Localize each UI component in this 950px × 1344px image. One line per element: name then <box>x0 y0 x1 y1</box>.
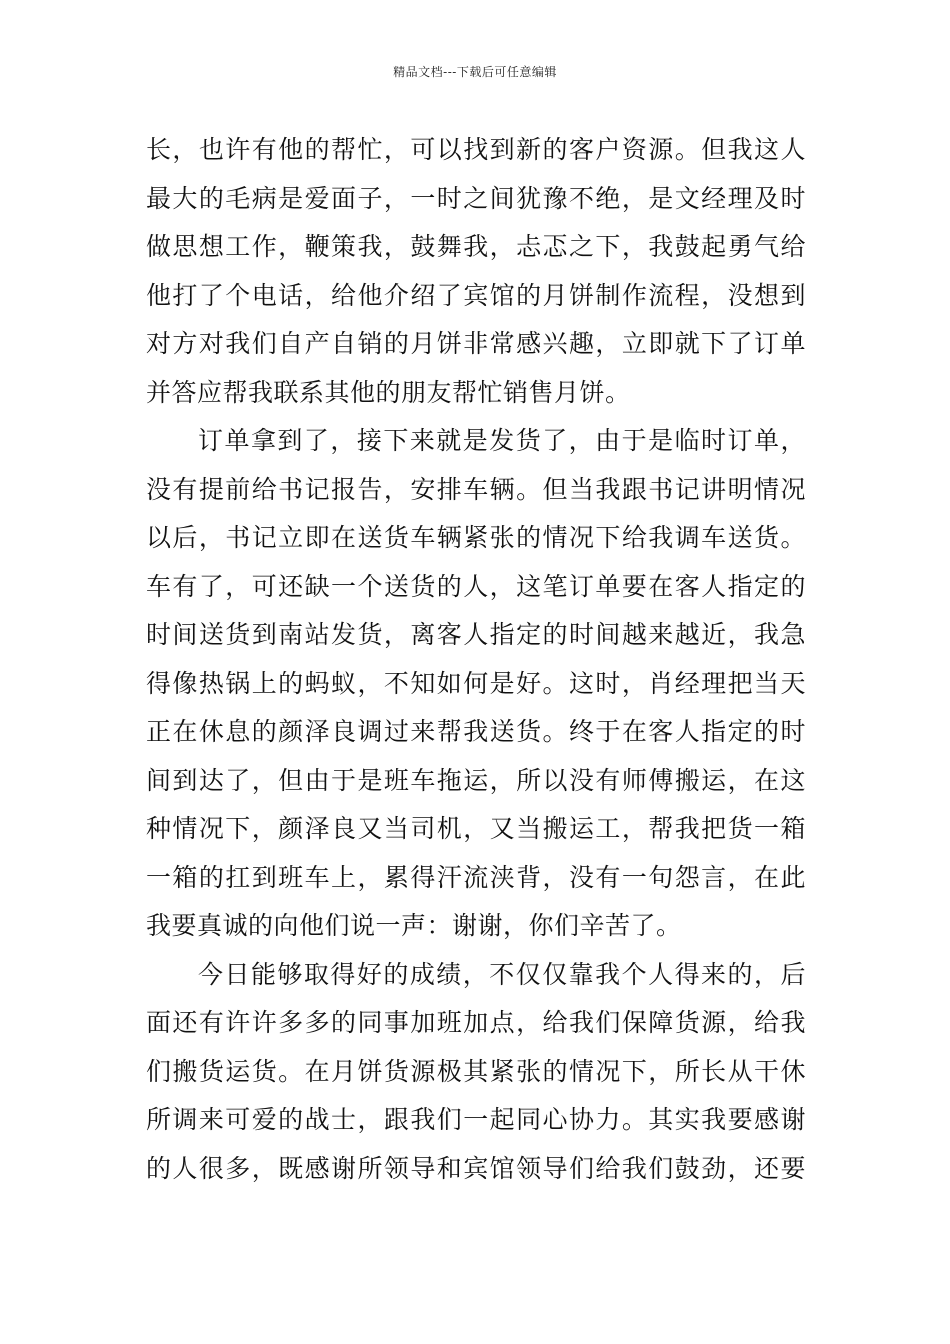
text-line: 所调来可爱的战士，跟我们一起同心协力。其实我要感谢 <box>146 1105 806 1134</box>
text-line: 种情况下，颜泽良又当司机，又当搬运工，帮我把货一箱 <box>146 814 806 843</box>
text-line: 对方对我们自产自销的月饼非常感兴趣，立即就下了订单 <box>146 329 806 358</box>
text-line: 今日能够取得好的成绩，不仅仅靠我个人得来的，后 <box>198 959 806 989</box>
text-line: 以后，书记立即在送货车辆紧张的情况下给我调车送货。 <box>146 523 806 552</box>
paragraph-3 <box>146 951 806 1194</box>
text-line: 一箱的扛到班车上，累得汗流浃背，没有一句怨言，在此 <box>146 862 806 892</box>
text-line: 间到达了，但由于是班车拖运，所以没有师傅搬运，在这 <box>146 765 806 795</box>
text-line: 他打了个电话，给他介绍了宾馆的月饼制作流程，没想到 <box>146 280 806 310</box>
text-line: 的人很多，既感谢所领导和宾馆领导们给我们鼓劲，还要 <box>146 1153 806 1183</box>
text-line: 最大的毛病是爱面子，一时之间犹豫不绝，是文经理及时 <box>146 183 806 213</box>
text-line: 车有了，可还缺一个送货的人，这笔订单要在客人指定的 <box>146 571 806 601</box>
page-header: 精品文档---下载后可任意编辑 <box>393 65 557 79</box>
text-line: 面还有许许多多的同事加班加点，给我们保障货源，给我 <box>146 1008 806 1037</box>
text-line: 得像热锅上的蚂蚁，不知如何是好。这时，肖经理把当天 <box>146 668 806 698</box>
text-line: 们搬货运货。在月饼货源极其紧张的情况下，所长从干休 <box>146 1056 806 1086</box>
text-line: 订单拿到了，接下来就是发货了，由于是临时订单， <box>198 426 806 455</box>
text-line: 并答应帮我联系其他的朋友帮忙销售月饼。 <box>146 377 631 407</box>
paragraph-2 <box>146 417 806 951</box>
text-line: 长，也许有他的帮忙，可以找到新的客户资源。但我这人 <box>146 135 806 164</box>
text-line: 我要真诚的向他们说一声：谢谢，你们辛苦了。 <box>146 911 682 940</box>
text-line: 正在休息的颜泽良调过来帮我送货。终于在客人指定的时 <box>146 717 806 746</box>
paragraph-1 <box>146 126 806 417</box>
text-line: 没有提前给书记报告，安排车辆。但当我跟书记讲明情况 <box>146 474 806 504</box>
text-line: 做思想工作，鞭策我，鼓舞我，忐忑之下，我鼓起勇气给 <box>146 232 806 261</box>
body-text <box>146 126 806 1193</box>
text-line: 时间送货到南站发货，离客人指定的时间越来越近，我急 <box>146 620 806 649</box>
